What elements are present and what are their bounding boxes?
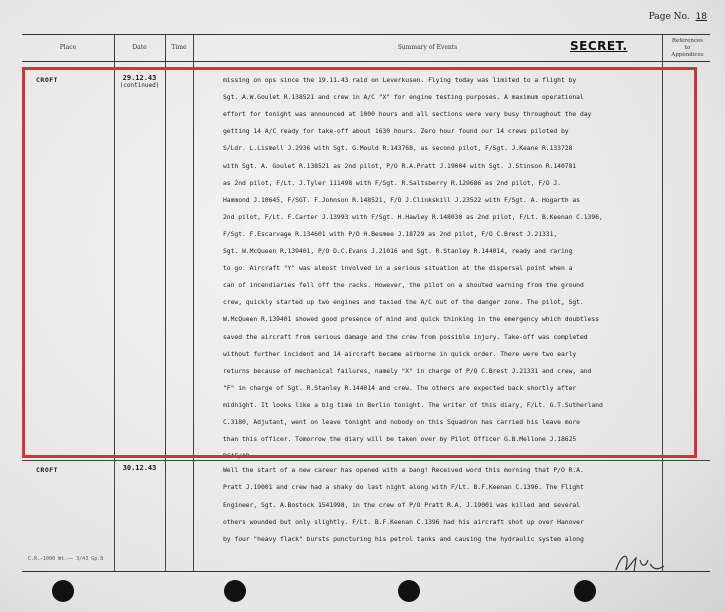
entry-text-line: S/Ldr. L.Lismell J.2936 with Sgt. G.Mould R.143768, as second pilot, F/Sgt. J.Keane R.133728 bbox=[223, 144, 573, 153]
entry-text-line: without further incident and 14 aircraft became airborne in quick order. There were two early bbox=[223, 349, 577, 358]
form-header bbox=[22, 35, 710, 62]
entry-text-line: by four "heavy flack" bursts puncturing his petrol tanks and causing the hydraulic system along bbox=[223, 535, 584, 544]
binder-hole bbox=[398, 580, 420, 602]
entry-text-line: Sgt. W.McQueen R.139401, P/O D.C.Evans J.21016 and Sgt. R.Stanley R.144014, ready and raring bbox=[223, 247, 573, 255]
header-references bbox=[665, 38, 710, 59]
entry-text-line: can of incendiaries fell off the racks. However, the pilot on a shouted warning from the ground bbox=[223, 281, 584, 290]
binder-hole bbox=[574, 580, 596, 602]
entry-text-line: effort for tonight was announced at 1000 hours and all sections were very busy throughout the day bbox=[223, 110, 592, 119]
entry-text-line: W.McQueen R.139401 showed good presence of mind and quick thinking in the emergency which doubtless bbox=[223, 315, 599, 324]
entry-text-line: F/Sgt. F.Escarvage R.134601 with P/O H.Besmee J.18729 as 2nd pilot, F/O C.Brest J.21331, bbox=[223, 229, 558, 238]
entry-text-line: with Sgt. A. Goulet R.138521 as 2nd pilot, P/O R.A.Pratt J.19004 with Sgt. J.Stinson R.140781 bbox=[223, 161, 577, 170]
entry-text-line: getting 14 A/C ready for take-off about 1630 hours. Zero hour found our 14 crews piloted by bbox=[223, 127, 569, 136]
entry-place: CROFT bbox=[36, 76, 59, 84]
entry-text-line: missing on ops since the 19.11.43 raid on Leverkusen. Flying today was limited to a flight by bbox=[223, 76, 577, 84]
entry-date-note: (continued) bbox=[119, 82, 160, 89]
header-time: Time bbox=[171, 44, 187, 51]
header-summary: Summary of Events bbox=[397, 44, 458, 51]
entry-separator bbox=[22, 460, 710, 461]
entry-text-line: "F" in charge of Sgt. R.Stanley R.144014 and crew. The others are expected back shortly after bbox=[223, 383, 577, 392]
entry-text-line: Sgt. A.W.Goulet R.138521 and crew in A/C "X" for engine testing purposes. A maximum operational bbox=[223, 93, 584, 102]
binder-hole bbox=[224, 580, 246, 602]
entry-text-line: Well the start of a new career has opened with a bang! Received word this morning that P/O R.A. bbox=[223, 466, 584, 474]
header-references-line: Appendices bbox=[671, 52, 704, 58]
page-number-value: 18 bbox=[695, 12, 707, 22]
header-place: Place bbox=[59, 44, 77, 51]
entry-text-line: saved the aircraft from serious damage and the crew from possible injury. Take-off was completed bbox=[223, 332, 588, 341]
entry-text-line: than this officer. Tomorrow the diary will be taken over by Pilot Officer G.B.Mellone J.18625 bbox=[223, 435, 577, 444]
page-number bbox=[649, 12, 707, 22]
entry-date-value: 30.12.43 bbox=[122, 464, 157, 472]
entry-text-line: Engineer, Sgt. A.Bostock 1541998, in the crew of P/O Pratt R.A. J.19001 was killed and several bbox=[223, 500, 580, 509]
entry-text-line: returns because of mechanical failures, namely "X" in charge of P/O C.Brest J.21331 and crew, and bbox=[223, 366, 592, 375]
entry-text-line: C.3180, Adjutant, went on leave tonight and nobody on this Squadron has carried his leave more bbox=[223, 418, 580, 426]
entry-text-line: midnight. It looks like a big time in Berlin tonight. The writer of this diary, F/Lt. G.T.Sutherland bbox=[223, 400, 603, 409]
initials-signature bbox=[612, 548, 672, 578]
entry-place: CROFT bbox=[36, 466, 59, 474]
highlight-box bbox=[22, 67, 697, 461]
page-number-label: Page No. bbox=[648, 12, 690, 22]
header-date: Date bbox=[132, 44, 147, 51]
entry-text-line: to go. Aircraft "Y" was almost involved in a serious situation at the dispersal point when a bbox=[223, 264, 573, 273]
entry-date-value: 29.12.43 bbox=[122, 74, 157, 82]
entry-text-line: others wounded but only slightly. F/Lt. B.F.Keenan C.1396 had his aircraft shot up over Hanover bbox=[223, 517, 584, 526]
entry-date bbox=[114, 465, 165, 472]
entry-text-line: Pratt J.19001 and crew had a shaky do last night along with F/Lt. B.F.Keenan C.1396. The Flight bbox=[223, 483, 584, 492]
secret-classification: SECRET. bbox=[570, 39, 628, 53]
entry-text-line: Hammond J.10645, F/SGT. F.Johnson R.148521, F/O J.Clinkskill J.23522 with F/Sgt. A. Hogarth as bbox=[223, 195, 580, 204]
entry-text-line: RCAF/AD bbox=[223, 452, 250, 461]
form-footer-note: C.R.—1000 Wt.—— 3/43 Gp.8 bbox=[28, 556, 104, 562]
binder-hole bbox=[52, 580, 74, 602]
entry-text-line: crew, quickly started up two engines and taxied the A/C out of the danger zone. The pilot, Sgt. bbox=[223, 298, 584, 307]
header-references-line: to bbox=[684, 45, 691, 51]
entry-text-line: 2nd pilot, F/Lt. F.Carter J.13993 with F/Sgt. H.Hawley R.148030 as 2nd pilot, F/Lt. B.Keenan C.1396, bbox=[223, 212, 603, 221]
header-references-line: References bbox=[671, 38, 704, 44]
entry-text-line: as 2nd pilot, F/Lt. J.Tyler 111498 with F/Sgt. R.Saltsberry R.129686 as 2nd pilot, F/O J. bbox=[223, 178, 561, 187]
